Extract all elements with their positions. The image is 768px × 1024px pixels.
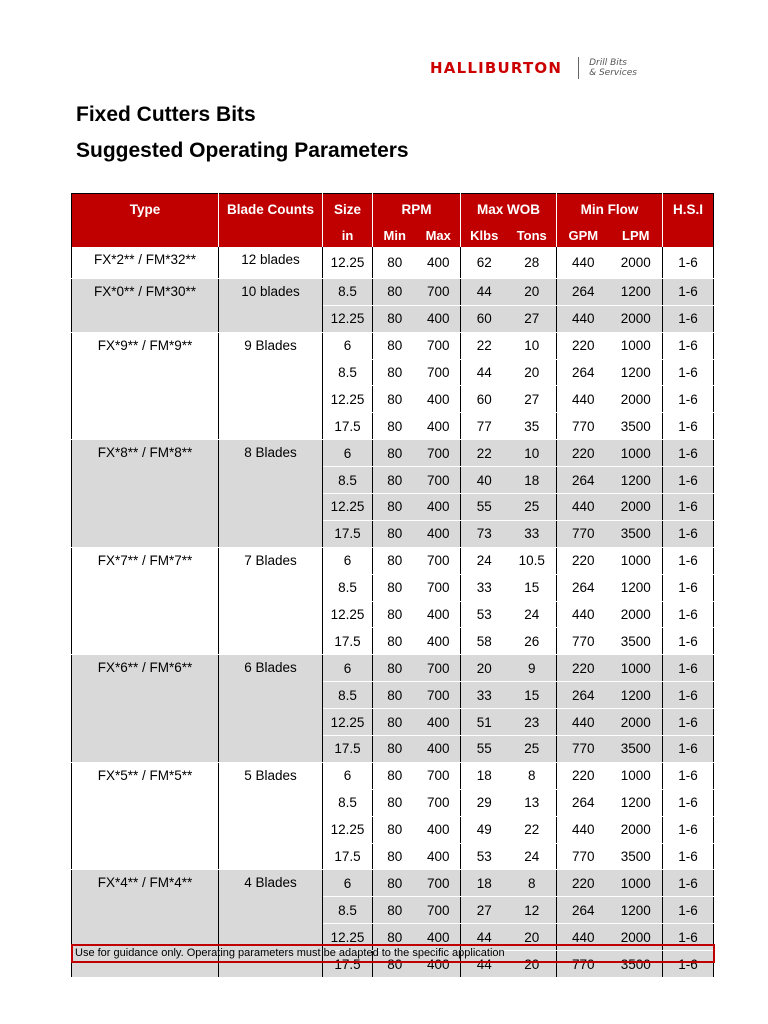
cell-size: 8.5 <box>323 467 373 494</box>
header-size-unit: in <box>323 224 373 247</box>
cell-rpm-min: 80 <box>373 574 417 601</box>
cell-rpm-max: 700 <box>417 278 461 305</box>
cell-hsi: 1-6 <box>663 870 714 897</box>
cell-wob-tons: 25 <box>508 736 557 763</box>
cell-wob-tons: 12 <box>508 897 557 924</box>
cell-hsi: 1-6 <box>663 305 714 332</box>
cell-flow-gpm: 264 <box>557 789 610 816</box>
cell-hsi: 1-6 <box>663 494 714 521</box>
cell-hsi: 1-6 <box>663 247 714 278</box>
cell-size: 12.25 <box>323 305 373 332</box>
cell-flow-lpm: 3500 <box>610 951 663 978</box>
cell-flow-gpm: 264 <box>557 574 610 601</box>
cell-flow-gpm: 264 <box>557 897 610 924</box>
cell-wob-klbs: 18 <box>461 762 508 789</box>
cell-size: 8.5 <box>323 278 373 305</box>
cell-flow-lpm: 2000 <box>610 305 663 332</box>
cell-size: 6 <box>323 440 373 467</box>
cell-flow-lpm: 2000 <box>610 601 663 628</box>
cell-wob-klbs: 49 <box>461 816 508 843</box>
cell-rpm-max: 400 <box>417 843 461 870</box>
cell-flow-lpm: 2000 <box>610 924 663 951</box>
cell-flow-gpm: 264 <box>557 359 610 386</box>
cell-wob-tons: 10 <box>508 332 557 359</box>
cell-wob-tons: 20 <box>508 278 557 305</box>
header-flow-lpm: LPM <box>610 224 663 247</box>
cell-size: 12.25 <box>323 247 373 278</box>
cell-wob-klbs: 24 <box>461 547 508 574</box>
cell-flow-lpm: 2000 <box>610 816 663 843</box>
table-row <box>72 332 714 359</box>
cell-size: 8.5 <box>323 359 373 386</box>
cell-size: 8.5 <box>323 574 373 601</box>
cell-wob-tons: 20 <box>508 359 557 386</box>
cell-type: FX*6** / FM*6** <box>72 655 219 763</box>
cell-hsi: 1-6 <box>663 278 714 305</box>
cell-rpm-max: 700 <box>417 547 461 574</box>
cell-hsi: 1-6 <box>663 709 714 736</box>
cell-flow-gpm: 770 <box>557 951 610 978</box>
cell-size: 8.5 <box>323 682 373 709</box>
brand-division-line2: & Services <box>589 68 637 78</box>
cell-wob-tons: 15 <box>508 682 557 709</box>
cell-size: 12.25 <box>323 924 373 951</box>
cell-rpm-max: 400 <box>417 247 461 278</box>
cell-flow-gpm: 440 <box>557 494 610 521</box>
cell-wob-tons: 24 <box>508 601 557 628</box>
logo-divider <box>578 57 579 79</box>
cell-wob-tons: 25 <box>508 494 557 521</box>
cell-rpm-max: 400 <box>417 413 461 440</box>
cell-rpm-min: 80 <box>373 601 417 628</box>
cell-size: 8.5 <box>323 897 373 924</box>
cell-hsi: 1-6 <box>663 413 714 440</box>
cell-rpm-min: 80 <box>373 547 417 574</box>
cell-type: FX*7** / FM*7** <box>72 547 219 655</box>
cell-size: 6 <box>323 655 373 682</box>
brand-division <box>589 58 637 78</box>
cell-flow-lpm: 3500 <box>610 736 663 763</box>
cell-rpm-min: 80 <box>373 413 417 440</box>
cell-wob-klbs: 60 <box>461 386 508 413</box>
cell-hsi: 1-6 <box>663 547 714 574</box>
cell-blade-count: 10 blades <box>219 278 323 332</box>
cell-wob-tons: 22 <box>508 816 557 843</box>
cell-hsi: 1-6 <box>663 897 714 924</box>
cell-wob-tons: 28 <box>508 247 557 278</box>
cell-wob-klbs: 58 <box>461 628 508 655</box>
table-row <box>72 247 714 278</box>
page-subtitle: Suggested Operating Parameters <box>76 139 409 162</box>
cell-wob-klbs: 44 <box>461 951 508 978</box>
cell-hsi: 1-6 <box>663 601 714 628</box>
table-row <box>72 547 714 574</box>
header-hsi-blank <box>663 224 714 247</box>
cell-rpm-min: 80 <box>373 655 417 682</box>
cell-flow-lpm: 1000 <box>610 762 663 789</box>
cell-rpm-min: 80 <box>373 247 417 278</box>
cell-hsi: 1-6 <box>663 736 714 763</box>
cell-wob-klbs: 44 <box>461 278 508 305</box>
cell-flow-gpm: 770 <box>557 736 610 763</box>
cell-wob-tons: 10.5 <box>508 547 557 574</box>
cell-rpm-max: 700 <box>417 440 461 467</box>
table-row <box>72 655 714 682</box>
cell-hsi: 1-6 <box>663 816 714 843</box>
cell-hsi: 1-6 <box>663 440 714 467</box>
cell-flow-gpm: 440 <box>557 247 610 278</box>
cell-flow-lpm: 1200 <box>610 789 663 816</box>
cell-size: 12.25 <box>323 494 373 521</box>
cell-hsi: 1-6 <box>663 332 714 359</box>
cell-flow-gpm: 220 <box>557 332 610 359</box>
table-row <box>72 762 714 789</box>
cell-wob-klbs: 20 <box>461 655 508 682</box>
cell-rpm-max: 700 <box>417 655 461 682</box>
halliburton-logo <box>430 54 637 82</box>
cell-size: 8.5 <box>323 789 373 816</box>
cell-hsi: 1-6 <box>663 628 714 655</box>
cell-rpm-max: 700 <box>417 789 461 816</box>
cell-hsi: 1-6 <box>663 924 714 951</box>
cell-wob-klbs: 22 <box>461 332 508 359</box>
cell-hsi: 1-6 <box>663 386 714 413</box>
header-size: Size <box>323 194 373 225</box>
cell-size: 17.5 <box>323 520 373 547</box>
cell-flow-lpm: 2000 <box>610 709 663 736</box>
cell-rpm-max: 700 <box>417 762 461 789</box>
cell-flow-lpm: 2000 <box>610 247 663 278</box>
cell-hsi: 1-6 <box>663 762 714 789</box>
header-hsi: H.S.I <box>663 194 714 225</box>
cell-flow-gpm: 264 <box>557 682 610 709</box>
cell-type: FX*8** / FM*8** <box>72 440 219 548</box>
cell-rpm-max: 400 <box>417 520 461 547</box>
cell-size: 12.25 <box>323 816 373 843</box>
cell-wob-tons: 26 <box>508 628 557 655</box>
cell-rpm-min: 80 <box>373 305 417 332</box>
header-type-blank <box>72 224 219 247</box>
cell-rpm-max: 700 <box>417 682 461 709</box>
header-flow-gpm: GPM <box>557 224 610 247</box>
cell-rpm-min: 80 <box>373 332 417 359</box>
cell-flow-gpm: 220 <box>557 547 610 574</box>
cell-flow-gpm: 770 <box>557 520 610 547</box>
cell-flow-gpm: 770 <box>557 843 610 870</box>
cell-flow-lpm: 3500 <box>610 843 663 870</box>
cell-type: FX*9** / FM*9** <box>72 332 219 440</box>
cell-rpm-min: 80 <box>373 762 417 789</box>
cell-size: 6 <box>323 762 373 789</box>
cell-rpm-max: 400 <box>417 601 461 628</box>
cell-size: 17.5 <box>323 843 373 870</box>
cell-rpm-min: 80 <box>373 924 417 951</box>
cell-size: 17.5 <box>323 736 373 763</box>
cell-wob-klbs: 62 <box>461 247 508 278</box>
cell-flow-lpm: 1200 <box>610 359 663 386</box>
cell-rpm-min: 80 <box>373 816 417 843</box>
cell-hsi: 1-6 <box>663 359 714 386</box>
cell-hsi: 1-6 <box>663 574 714 601</box>
cell-wob-klbs: 22 <box>461 440 508 467</box>
cell-hsi: 1-6 <box>663 789 714 816</box>
cell-flow-gpm: 770 <box>557 413 610 440</box>
cell-rpm-max: 400 <box>417 305 461 332</box>
header-min-flow: Min Flow <box>557 194 663 225</box>
operating-parameters-table <box>71 193 714 978</box>
cell-size: 12.25 <box>323 601 373 628</box>
cell-rpm-min: 80 <box>373 628 417 655</box>
cell-flow-gpm: 264 <box>557 278 610 305</box>
cell-rpm-max: 400 <box>417 628 461 655</box>
cell-flow-lpm: 2000 <box>610 386 663 413</box>
cell-wob-tons: 33 <box>508 520 557 547</box>
header-rpm-min: Min <box>373 224 417 247</box>
cell-flow-gpm: 440 <box>557 924 610 951</box>
cell-flow-gpm: 220 <box>557 655 610 682</box>
cell-rpm-min: 80 <box>373 709 417 736</box>
cell-flow-lpm: 1200 <box>610 467 663 494</box>
cell-hsi: 1-6 <box>663 682 714 709</box>
cell-rpm-min: 80 <box>373 897 417 924</box>
cell-flow-lpm: 3500 <box>610 413 663 440</box>
cell-rpm-min: 80 <box>373 359 417 386</box>
cell-wob-klbs: 18 <box>461 870 508 897</box>
cell-rpm-max: 400 <box>417 386 461 413</box>
cell-size: 17.5 <box>323 951 373 978</box>
header-type: Type <box>72 194 219 225</box>
cell-rpm-min: 80 <box>373 520 417 547</box>
cell-rpm-max: 400 <box>417 924 461 951</box>
cell-flow-lpm: 1200 <box>610 897 663 924</box>
guidance-footnote: Use for guidance only. Operating parameters must be adapted to the specific application <box>71 944 715 963</box>
cell-hsi: 1-6 <box>663 951 714 978</box>
cell-wob-klbs: 53 <box>461 843 508 870</box>
cell-hsi: 1-6 <box>663 843 714 870</box>
cell-flow-lpm: 3500 <box>610 520 663 547</box>
cell-type: FX*0** / FM*30** <box>72 278 219 332</box>
cell-flow-lpm: 1000 <box>610 332 663 359</box>
cell-type: FX*4** / FM*4** <box>72 870 219 978</box>
cell-rpm-min: 80 <box>373 494 417 521</box>
cell-rpm-min: 80 <box>373 736 417 763</box>
cell-flow-gpm: 220 <box>557 870 610 897</box>
header-row-1 <box>72 194 714 225</box>
cell-flow-gpm: 220 <box>557 762 610 789</box>
cell-type: FX*5** / FM*5** <box>72 762 219 870</box>
cell-wob-tons: 23 <box>508 709 557 736</box>
cell-rpm-min: 80 <box>373 440 417 467</box>
cell-rpm-min: 80 <box>373 843 417 870</box>
cell-wob-klbs: 51 <box>461 709 508 736</box>
cell-wob-tons: 35 <box>508 413 557 440</box>
cell-flow-gpm: 220 <box>557 440 610 467</box>
cell-rpm-min: 80 <box>373 278 417 305</box>
cell-flow-lpm: 1200 <box>610 574 663 601</box>
cell-rpm-max: 400 <box>417 816 461 843</box>
cell-rpm-max: 700 <box>417 467 461 494</box>
cell-wob-klbs: 60 <box>461 305 508 332</box>
cell-wob-klbs: 33 <box>461 574 508 601</box>
cell-rpm-max: 700 <box>417 332 461 359</box>
cell-wob-tons: 20 <box>508 924 557 951</box>
cell-flow-lpm: 1000 <box>610 655 663 682</box>
header-wob-klbs: Klbs <box>461 224 508 247</box>
cell-size: 12.25 <box>323 709 373 736</box>
cell-rpm-max: 700 <box>417 359 461 386</box>
cell-rpm-min: 80 <box>373 951 417 978</box>
header-rpm: RPM <box>373 194 461 225</box>
cell-flow-lpm: 1200 <box>610 682 663 709</box>
cell-wob-tons: 27 <box>508 305 557 332</box>
table-row <box>72 440 714 467</box>
cell-flow-gpm: 264 <box>557 467 610 494</box>
cell-wob-tons: 27 <box>508 386 557 413</box>
cell-wob-tons: 18 <box>508 467 557 494</box>
cell-rpm-min: 80 <box>373 682 417 709</box>
header-blade-counts: Blade Counts <box>219 194 323 225</box>
header-max-wob: Max WOB <box>461 194 557 225</box>
cell-blade-count: 7 Blades <box>219 547 323 655</box>
cell-size: 6 <box>323 547 373 574</box>
page-title: Fixed Cutters Bits <box>76 103 256 126</box>
cell-wob-klbs: 27 <box>461 897 508 924</box>
cell-type: FX*2** / FM*32** <box>72 247 219 278</box>
cell-flow-gpm: 770 <box>557 628 610 655</box>
header-row-2 <box>72 224 714 247</box>
cell-hsi: 1-6 <box>663 520 714 547</box>
cell-flow-gpm: 440 <box>557 816 610 843</box>
cell-blade-count: 8 Blades <box>219 440 323 548</box>
cell-rpm-max: 400 <box>417 951 461 978</box>
cell-blade-count: 5 Blades <box>219 762 323 870</box>
cell-wob-klbs: 33 <box>461 682 508 709</box>
cell-wob-klbs: 73 <box>461 520 508 547</box>
cell-rpm-min: 80 <box>373 789 417 816</box>
cell-wob-klbs: 44 <box>461 359 508 386</box>
cell-flow-gpm: 440 <box>557 601 610 628</box>
cell-size: 12.25 <box>323 386 373 413</box>
cell-rpm-max: 700 <box>417 897 461 924</box>
header-wob-tons: Tons <box>508 224 557 247</box>
cell-wob-tons: 24 <box>508 843 557 870</box>
cell-flow-lpm: 1200 <box>610 278 663 305</box>
cell-flow-lpm: 1000 <box>610 547 663 574</box>
table-row <box>72 870 714 897</box>
brand-division-line1: Drill Bits <box>589 58 627 68</box>
cell-flow-lpm: 2000 <box>610 494 663 521</box>
header-blade-blank <box>219 224 323 247</box>
cell-rpm-max: 700 <box>417 870 461 897</box>
brand-name: HALLIBURTON <box>430 59 563 77</box>
cell-blade-count: 12 blades <box>219 247 323 278</box>
cell-rpm-min: 80 <box>373 386 417 413</box>
table-row <box>72 278 714 305</box>
cell-size: 17.5 <box>323 413 373 440</box>
cell-wob-tons: 13 <box>508 789 557 816</box>
header-rpm-max: Max <box>417 224 461 247</box>
cell-rpm-max: 400 <box>417 736 461 763</box>
cell-flow-gpm: 440 <box>557 305 610 332</box>
cell-wob-klbs: 77 <box>461 413 508 440</box>
cell-blade-count: 4 Blades <box>219 870 323 978</box>
cell-wob-tons: 10 <box>508 440 557 467</box>
cell-flow-lpm: 3500 <box>610 628 663 655</box>
cell-wob-klbs: 53 <box>461 601 508 628</box>
cell-wob-tons: 9 <box>508 655 557 682</box>
cell-flow-gpm: 440 <box>557 386 610 413</box>
cell-wob-klbs: 55 <box>461 494 508 521</box>
cell-wob-tons: 20 <box>508 951 557 978</box>
cell-wob-klbs: 55 <box>461 736 508 763</box>
cell-wob-klbs: 29 <box>461 789 508 816</box>
cell-wob-tons: 8 <box>508 870 557 897</box>
cell-blade-count: 6 Blades <box>219 655 323 763</box>
cell-size: 6 <box>323 332 373 359</box>
cell-size: 17.5 <box>323 628 373 655</box>
cell-wob-klbs: 44 <box>461 924 508 951</box>
cell-flow-lpm: 1000 <box>610 870 663 897</box>
cell-rpm-max: 400 <box>417 709 461 736</box>
cell-wob-tons: 15 <box>508 574 557 601</box>
cell-rpm-max: 400 <box>417 494 461 521</box>
cell-rpm-min: 80 <box>373 870 417 897</box>
cell-rpm-max: 700 <box>417 574 461 601</box>
cell-wob-klbs: 40 <box>461 467 508 494</box>
table-body <box>72 247 714 978</box>
cell-flow-gpm: 440 <box>557 709 610 736</box>
cell-wob-tons: 8 <box>508 762 557 789</box>
cell-blade-count: 9 Blades <box>219 332 323 440</box>
cell-flow-lpm: 1000 <box>610 440 663 467</box>
cell-size: 6 <box>323 870 373 897</box>
cell-hsi: 1-6 <box>663 655 714 682</box>
cell-hsi: 1-6 <box>663 467 714 494</box>
cell-rpm-min: 80 <box>373 467 417 494</box>
